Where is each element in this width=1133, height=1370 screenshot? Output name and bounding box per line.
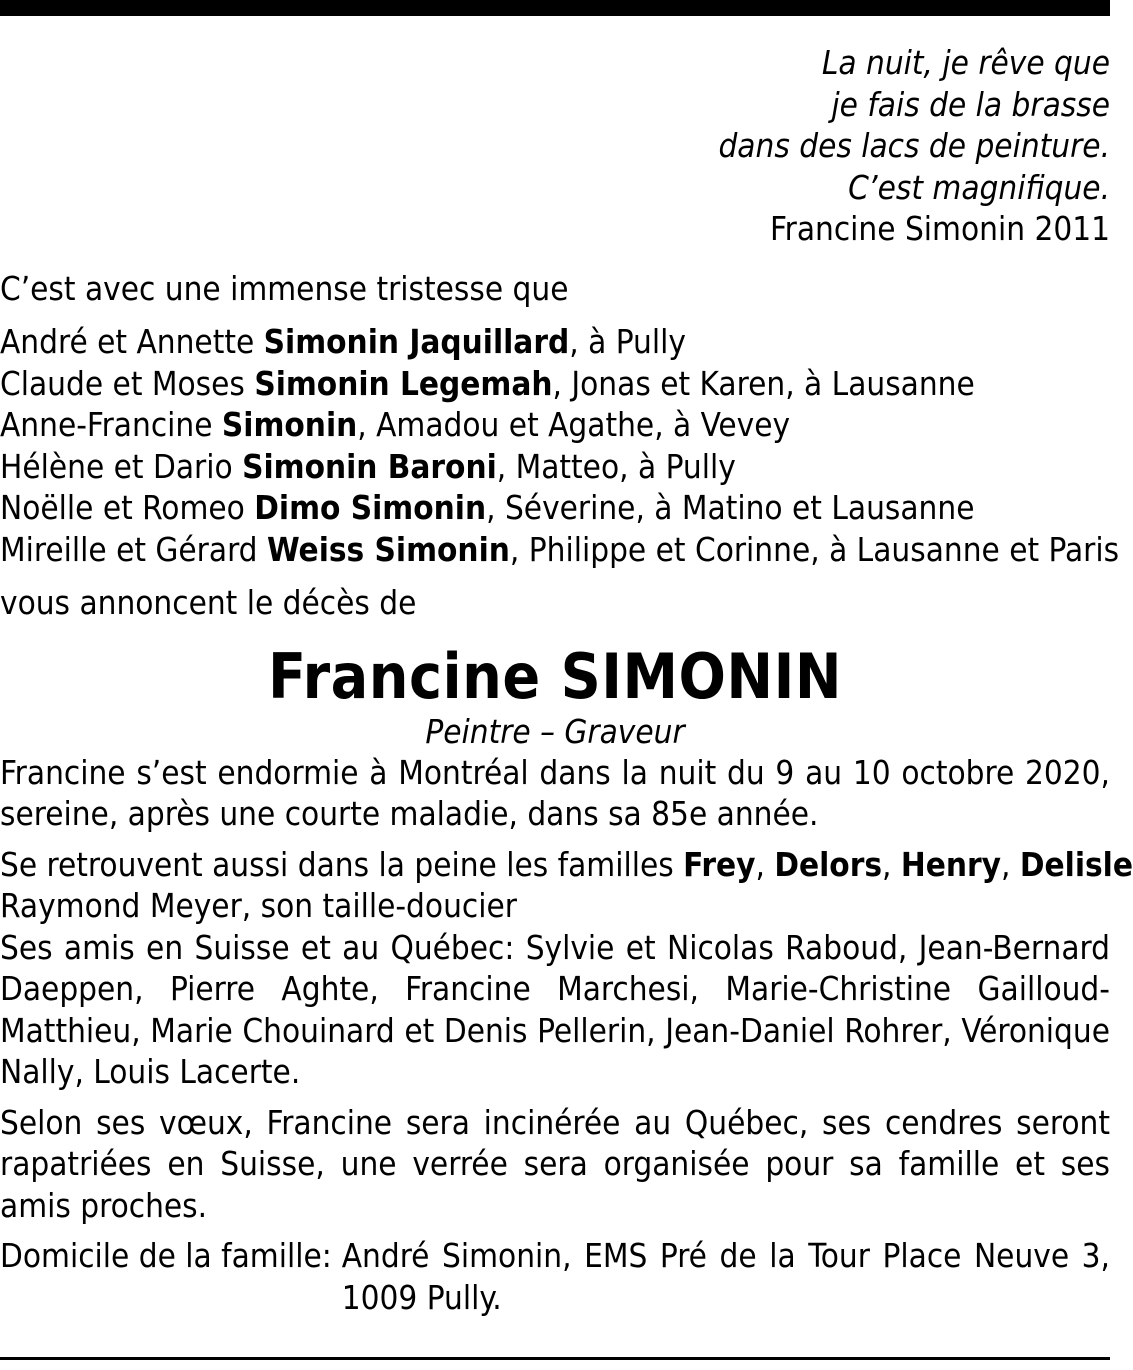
family-first-names: Claude et Moses (0, 363, 255, 403)
wishes-text: Selon ses vœux, Francine sera incinérée au Québec, ses cendres seront rapatriées en Suisse, une verrée sera organisée pour sa famille et ses amis proches. (0, 1102, 1110, 1225)
family-member-row (0, 487, 1110, 529)
family-name: Frey (683, 844, 756, 884)
separator: , (755, 844, 775, 884)
domicile-address: André Simonin, EMS Pré de la Tour Place Neuve 3, 1009 Pully. (341, 1236, 1110, 1317)
family-surname: Weiss Simonin (266, 529, 510, 569)
bottom-border (0, 1357, 1110, 1360)
obituary-notice (0, 42, 1133, 1318)
family-first-names: Hélène et Dario (0, 446, 243, 486)
family-details: , Matteo, à Pully (496, 446, 736, 486)
family-member-row (0, 446, 1110, 488)
top-border (0, 0, 1110, 16)
family-name: Henry (900, 844, 1002, 884)
family-details: , Philippe et Corinne, à Lausanne et Paris (509, 529, 1120, 569)
intro-text: C’est avec une immense tristesse que (0, 268, 569, 308)
family-first-names: André et Annette (0, 322, 264, 361)
deceased-profession: Peintre – Graveur (425, 711, 685, 751)
family-surname: Simonin Baroni (242, 446, 497, 486)
family-name: Delisle (1019, 844, 1133, 884)
family-member-row (0, 404, 1110, 446)
family-surname: Simonin Jaquillard (263, 322, 570, 361)
family-member-row (0, 321, 1110, 363)
family-surname: Simonin (221, 405, 358, 444)
engraver-line: Raymond Meyer, son taille-doucier (0, 886, 517, 925)
family-surname: Simonin Legemah (254, 363, 553, 403)
announcement-text: vous annoncent le décès de (0, 583, 417, 622)
friends-list: Ses amis en Suisse et au Québec: Sylvie et Nicolas Raboud, Jean-Bernard Daeppen, Pierre Aghte, Francine Marchesi, Marie-Christine Gailloud-Matthieu, Marie Chouinard et Denis Pellerin, Jean-Daniel Rohrer, Véronique Nally, Louis Lacerte. (0, 927, 1110, 1091)
family-details: , à Pully (569, 322, 686, 361)
family-name: Delors (774, 844, 883, 884)
domicile-label: Domicile de la famille: (0, 1236, 332, 1275)
family-member-row (0, 529, 1120, 571)
death-details: Francine s’est endormie à Montréal dans la nuit du 9 au 10 octobre 2020, sereine, après une courte maladie, dans sa 85e année. (0, 752, 1110, 833)
family-details: , Jonas et Karen, à Lausanne (552, 363, 975, 403)
deceased-name: Francine SIMONIN (267, 639, 843, 713)
separator: , (882, 844, 901, 884)
family-list (0, 321, 1120, 570)
poem-line: C’est magnifique. (848, 167, 1110, 207)
family-details: , Séverine, à Matino et Lausanne (486, 488, 975, 527)
epigraph-poem (0, 42, 1110, 250)
families-line (0, 844, 1133, 886)
poem-line: je fais de la brasse (831, 84, 1110, 124)
family-first-names: Anne-Francine (0, 405, 222, 444)
family-first-names: Noëlle et Romeo (0, 488, 255, 527)
also-grieving-section (0, 844, 1133, 1093)
family-details: , Amadou et Agathe, à Vevey (357, 405, 791, 444)
poem-line: dans des lacs de peinture. (718, 126, 1110, 165)
family-domicile (0, 1235, 1110, 1318)
poem-line: La nuit, je rêve que (821, 43, 1110, 82)
separator: , (1001, 844, 1020, 884)
family-surname: Dimo Simonin (254, 488, 487, 527)
poem-author: Francine Simonin 2011 (769, 209, 1110, 248)
family-first-names: Mireille et Gérard (0, 529, 267, 569)
families-intro: Se retrouvent aussi dans la peine les familles (0, 844, 684, 884)
family-member-row (0, 363, 1110, 405)
